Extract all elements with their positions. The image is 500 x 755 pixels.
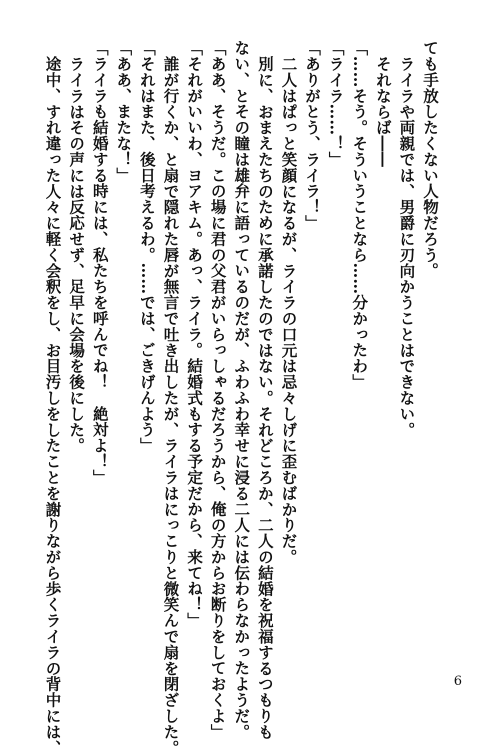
page-number: 6 [453, 674, 462, 689]
text-line: 「ああ、そうだ。この場に君の父君がいらっしゃるだろうから、俺の方からお断りをしておくよ」 [208, 40, 228, 740]
text-line: 途中、すれ違った人々に軽く会釈をし、お目汚しをしたことを謝りながら歩くライラの背中には、 [43, 55, 63, 755]
vertical-text-body [41, 40, 442, 755]
text-line: 誰が行くか、と扇で隠れた唇が無言で吐き出したが、ライラはにっこりと微笑んで扇を閉ざした。 [161, 55, 181, 755]
text-line: 「……そう。そういうことなら……分かったわ」 [350, 40, 370, 390]
text-line: ない、とその瞳は雄弁に語っているのだが、ふわふわ幸せに浸る二人には伝わらなかったようだ。 [232, 40, 252, 740]
text-line: 「ライラ……！」 [326, 40, 346, 168]
text-line: 「ありがとう、ライラ！」 [303, 40, 323, 231]
text-line: ライラはその声には反応せず、足早に会場を後にした。 [67, 55, 87, 453]
text-line: 「ライラも結婚する時には、私たちを呼んでね！ 絶対よ！」 [90, 40, 110, 486]
text-line: それならば―― [373, 55, 393, 167]
text-line: ても手放したくない人物だろう。 [421, 40, 440, 279]
text-line: ライラや両親では、男爵に刃向かうことはできない。 [397, 55, 417, 438]
text-line: 「それはまた、後日考えるわ。……では、ごきげんよう」 [137, 40, 157, 454]
text-line: 「それがいいわ、ヨアキム。あっ、ライラ。結婚式もする予定だから、来てね！」 [185, 40, 205, 629]
text-line: 二人はぱっと笑顔になるが、ライラの口元は忌々しげに歪むばかりだ。 [279, 55, 299, 565]
text-line: 別に、おまえたちのために承諾したのではない。それどころか、二人の結婚を祝福するつもりも [255, 55, 275, 740]
text-line: 「ああ、またな！」 [114, 40, 134, 184]
